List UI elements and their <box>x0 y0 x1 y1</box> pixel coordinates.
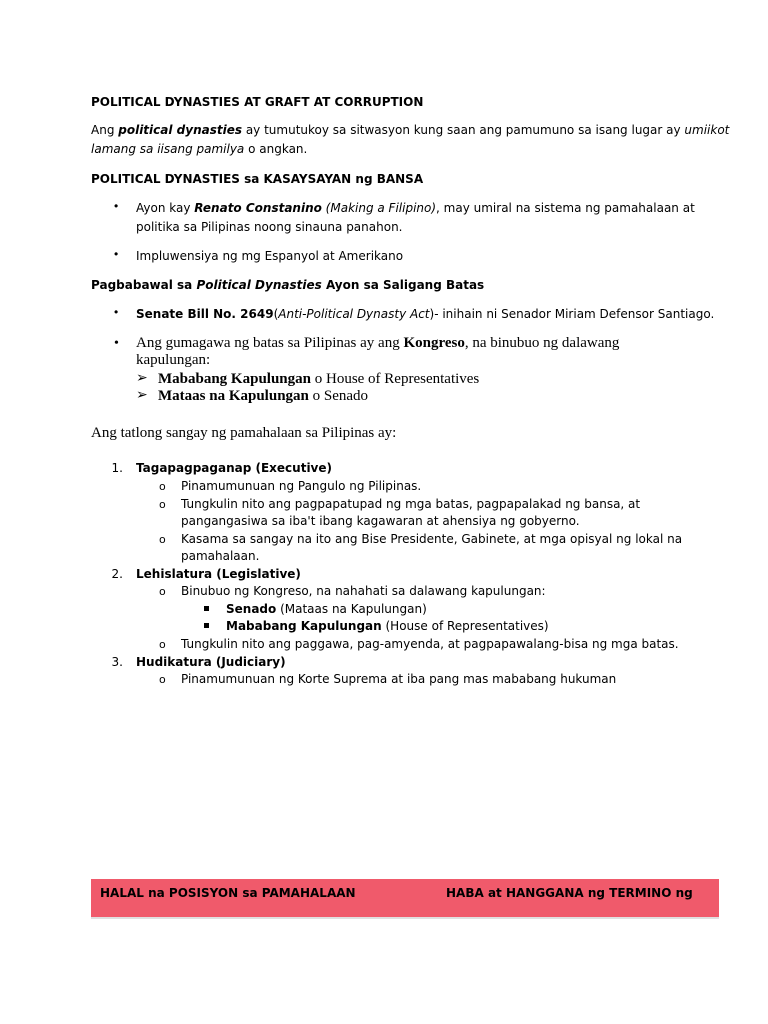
intro-term: political dynasties <box>118 123 242 137</box>
executive-item-1: Pinamumunuan ng Pangulo ng Pilipinas. <box>181 479 422 493</box>
judiciary-item-1: Pinamumunuan ng Korte Suprema at iba pang mas mababang hukuman <box>181 672 617 686</box>
ban-heading-term: Political Dynasties <box>196 278 322 292</box>
senate-name: Mataas na Kapulungan <box>158 388 309 404</box>
bill-text: ( <box>273 307 279 321</box>
executive-item-3-line-1: Kasama sa sangay na ito ang Bise Presidente, Gabinete, at mga opisyal ng lokal na <box>181 532 683 546</box>
bullet-dot: • <box>114 305 119 319</box>
table-header-cell-position: HALAL na POSISYON sa PAMAHALAAN <box>100 886 356 900</box>
intro-line-2 <box>91 141 307 158</box>
table-header-cell-term: HABA at HANGGANA ng TERMINO ng <box>446 886 693 900</box>
intro-text: o angkan. <box>244 142 308 156</box>
sub-bullet-marker: o <box>159 480 166 493</box>
bullet-text: Ayon kay <box>136 201 195 215</box>
sub-bullet-marker: o <box>159 585 166 598</box>
bill-text: )- inihain ni Senador Miriam Defensor Santiago. <box>429 307 715 321</box>
senate-line <box>158 387 368 405</box>
chamber-name: Mababang Kapulungan <box>226 619 382 633</box>
square-bullet-icon <box>204 606 209 611</box>
executive-item-3-line-2: pamahalaan. <box>181 549 260 563</box>
executive-item-2-line-2: pangangasiwa sa iba't ibang kagawaran at ahensiya ng gobyerno. <box>181 514 580 528</box>
ban-heading <box>91 277 484 294</box>
bullet-dot: • <box>114 247 119 261</box>
book-title: (Making a Filipino) <box>321 201 437 215</box>
sub-bullet-marker: o <box>159 638 166 651</box>
congress-text: , na binubuo ng dalawang <box>464 335 620 351</box>
list-number: 1. <box>111 461 123 475</box>
chamber-text: (House of Representatives) <box>381 619 549 633</box>
sub-bullet-marker: o <box>159 498 166 511</box>
intro-line-1 <box>91 122 729 139</box>
branch-executive-title: Tagapagpaganap (Executive) <box>136 461 332 475</box>
history-heading: POLITICAL DYNASTIES sa KASAYSAYAN ng BANSA <box>91 172 424 186</box>
legislative-item-1: Binubuo ng Kongreso, na nahahati sa dalawang kapulungan: <box>181 584 546 598</box>
house-name: Mababang Kapulungan <box>158 371 311 387</box>
house-line <box>158 370 479 388</box>
bill-number: Senate Bill No. 2649 <box>136 307 274 321</box>
sub-bullet-marker: o <box>159 533 166 546</box>
bullet-text: , may umiral na sistema ng pamahalaan at <box>436 201 695 215</box>
legislative-item-2: Tungkulin nito ang paggawa, pag-amyenda, at pagpapawalang-bisa ng mga batas. <box>181 637 679 651</box>
chamber-text: (Mataas na Kapulungan) <box>276 602 427 616</box>
senate-text: o Senado <box>308 388 369 404</box>
arrow-bullet-icon: ➢ <box>136 371 148 386</box>
congress-line-1 <box>136 334 619 352</box>
branch-judiciary-title: Hudikatura (Judiciary) <box>136 655 286 669</box>
senate-bill-line <box>136 306 714 323</box>
intro-text: Ang <box>91 123 119 137</box>
legislative-house <box>226 618 549 635</box>
bullet-dot: • <box>114 336 119 351</box>
ban-heading-text: Ayon sa Saligang Batas <box>321 278 485 292</box>
executive-item-2-line-1: Tungkulin nito ang pagpapatupad ng mga batas, pagpapalakad ng bansa, at <box>181 497 641 511</box>
page-title: POLITICAL DYNASTIES AT GRAFT AT CORRUPTION <box>91 95 424 109</box>
chamber-name: Senado <box>226 602 277 616</box>
history-bullet-1-line-1 <box>136 200 695 217</box>
branch-legislative-title: Lehislatura (Legislative) <box>136 567 301 581</box>
list-number: 3. <box>111 655 123 669</box>
intro-emphasis: umiikot <box>684 123 730 137</box>
intro-emphasis: lamang sa iisang pamilya <box>91 142 245 156</box>
house-text: o House of Representatives <box>310 371 480 387</box>
square-bullet-icon <box>204 623 209 628</box>
congress-line-2: kapulungan: <box>136 352 211 368</box>
branches-intro: Ang tatlong sangay ng pamahalaan sa Pilipinas ay: <box>91 425 397 441</box>
bill-title: Anti-Political Dynasty Act <box>278 307 430 321</box>
congress-term: Kongreso <box>403 335 465 351</box>
author-name: Renato Constanino <box>194 201 322 215</box>
legislative-senate <box>226 601 427 618</box>
bullet-dot: • <box>114 199 119 213</box>
ban-heading-text: Pagbabawal sa <box>91 278 197 292</box>
history-bullet-1-line-2: politika sa Pilipinas noong sinauna panahon. <box>136 220 403 234</box>
congress-text: Ang gumagawa ng batas sa Pilipinas ay ang <box>136 335 404 351</box>
positions-table-header <box>91 879 719 919</box>
intro-text: ay tumutukoy sa sitwasyon kung saan ang pamumuno sa isang lugar ay <box>242 123 685 137</box>
history-bullet-2: Impluwensiya ng mg Espanyol at Amerikano <box>136 249 404 263</box>
list-number: 2. <box>111 567 123 581</box>
sub-bullet-marker: o <box>159 673 166 686</box>
arrow-bullet-icon: ➢ <box>136 388 148 403</box>
